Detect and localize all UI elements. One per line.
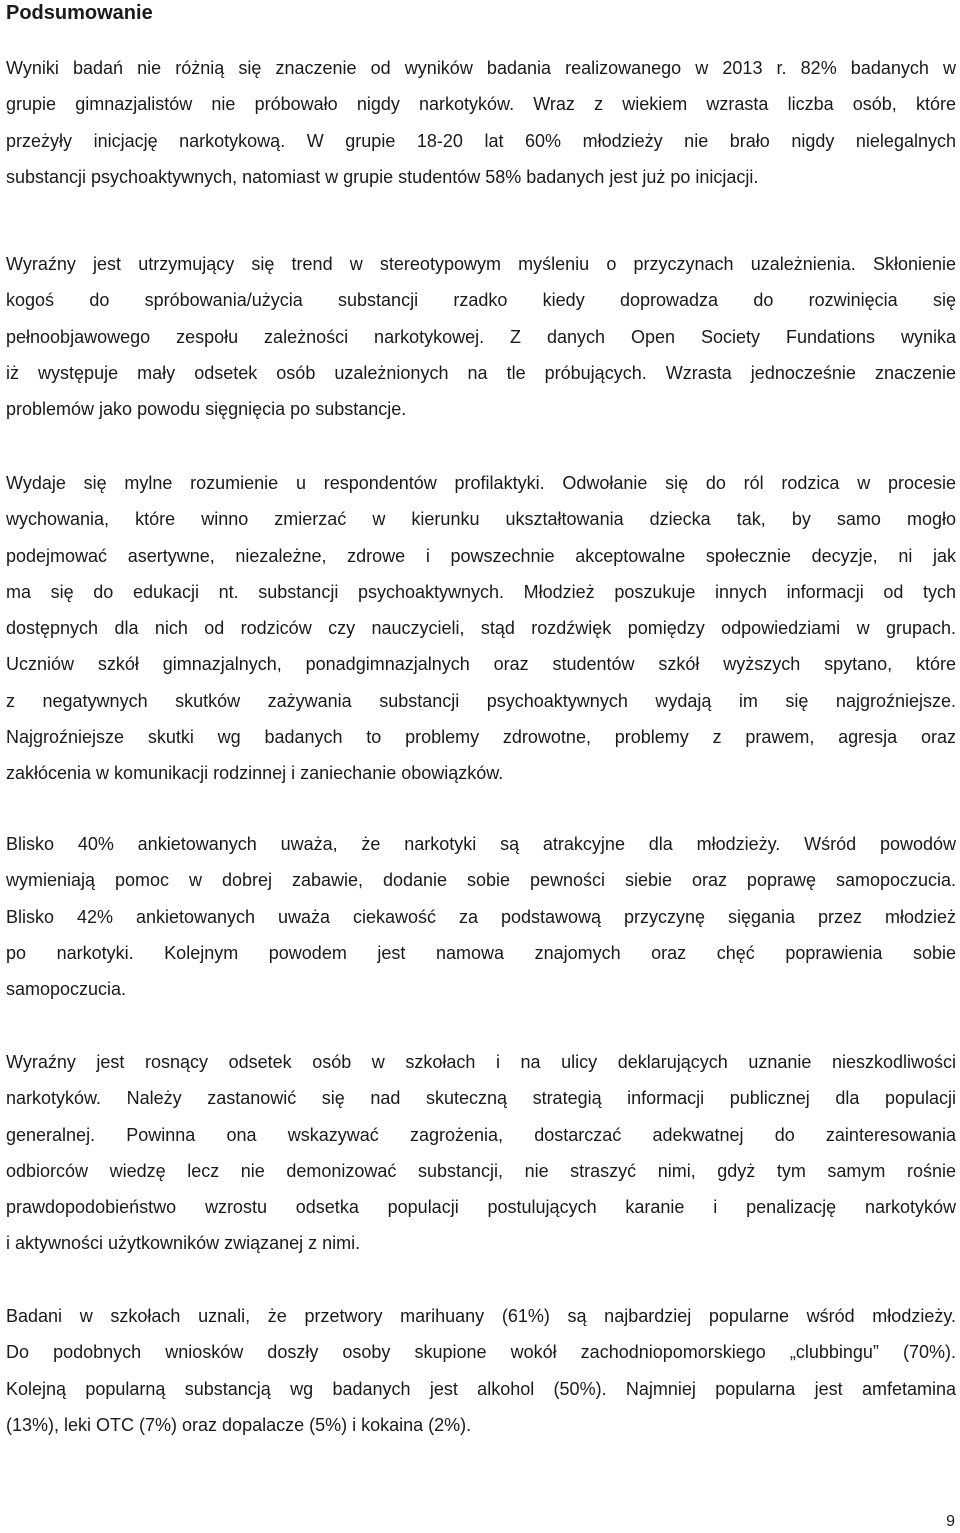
text-line: wychowania, które winno zmierzać w kierunku ukształtowania dziecka tak, by samo mogło [6,509,956,530]
text-line: grupie gimnazjalistów nie próbowało nigdy narkotyków. Wraz z wiekiem wzrasta liczba osób, które [6,94,956,115]
page-number: 9 [946,1513,955,1530]
text-line: ma się do edukacji nt. substancji psychoaktywnych. Młodzież poszukuje innych informacji od tych [6,581,956,602]
text-line: i aktywności użytkowników związanej z nimi. [6,1233,361,1254]
paragraph-6 [6,1298,956,1443]
text-line: generalnej. Powinna ona wskazywać zagrożenia, dostarczać adekwatnej do zainteresowania [6,1124,956,1145]
text-line: iż występuje mały odsetek osób uzależnionych na tle próbujących. Wzrasta jednocześnie znaczenie [6,362,956,383]
text-line: Wyraźny jest rosnący odsetek osób w szkołach i na ulicy deklarujących uznanie nieszkodliwości [6,1052,956,1072]
paragraph-1 [6,50,956,195]
paragraph-5 [6,1044,956,1262]
text-line: Uczniów szkół gimnazjalnych, ponadgimnazjalnych oraz studentów szkół wyższych spytano, które [6,654,956,675]
text-line: zakłócenia w komunikacji rodzinnej i zaniechanie obowiązków. [6,763,504,784]
text-line: Wyraźny jest utrzymujący się trend w stereotypowym myśleniu o przyczynach uzależnienia. Skłonienie [6,254,956,274]
text-line: kogoś do spróbowania/użycia substancji rzadko kiedy doprowadza do rozwinięcia się [6,290,956,311]
text-line: Kolejną popularną substancją wg badanych jest alkohol (50%). Najmniej popularna jest amfetamina [6,1378,956,1399]
text-line: dostępnych dla nich od rodziców czy nauczycieli, stąd rozdźwięk pomiędzy odpowiedziami w grupach. [6,618,956,639]
section-heading: Podsumowanie [6,2,153,24]
text-line: wymieniają pomoc w dobrej zabawie, dodanie sobie pewności siebie oraz poprawę samopoczucia. [6,870,956,891]
text-line: substancji psychoaktywnych, natomiast w grupie studentów 58% badanych jest już po inicjacji. [6,166,759,187]
text-line: Wydaje się mylne rozumienie u respondentów profilaktyki. Odwołanie się do ról rodzica w procesie [6,473,956,493]
text-line: Wyniki badań nie różnią się znaczenie od wyników badania realizowanego w 2013 r. 82% badanych w [6,58,956,78]
text-line: Najgroźniejsze skutki wg badanych to problemy zdrowotne, problemy z prawem, agresja oraz [6,727,956,748]
paragraph-4 [6,826,956,1007]
text-line: (13%), leki OTC (7%) oraz dopalacze (5%) i kokaina (2%). [6,1414,472,1435]
paragraph-2 [6,246,956,427]
text-line: odbiorców wiedzę lecz nie demonizować substancji, nie straszyć nimi, gdyż tym samym rośnie [6,1160,956,1181]
text-line: narkotyków. Należy zastanowić się nad skuteczną strategią informacji publicznej dla populacji [6,1088,956,1109]
text-line: Blisko 42% ankietowanych uważa ciekawość za podstawową przyczynę sięgania przez młodzież [6,906,956,927]
text-line: przeżyły inicjację narkotykową. W grupie 18-20 lat 60% młodzieży nie brało nigdy nielegalnych [6,130,956,151]
paragraph-3 [6,465,956,792]
text-line: pełnoobjawowego zespołu zależności narkotykowej. Z danych Open Society Fundations wynika [6,326,956,347]
text-line: Do podobnych wniosków doszły osoby skupione wokół zachodniopomorskiego „clubbingu” (70%). [6,1342,956,1363]
text-line: Badani w szkołach uznali, że przetwory marihuany (61%) są najbardziej popularne wśród młodzieży. [6,1306,956,1326]
text-line: prawdopodobieństwo wzrostu odsetka populacji postulujących karanie i penalizację narkotyków [6,1197,956,1218]
text-line: Blisko 40% ankietowanych uważa, że narkotyki są atrakcyjne dla młodzieży. Wśród powodów [6,834,956,854]
text-line: po narkotyki. Kolejnym powodem jest namowa znajomych oraz chęć poprawienia sobie [6,942,956,963]
text-line: podejmować asertywne, niezależne, zdrowe i powszechnie akceptowalne społecznie decyzje, ni jak [6,545,956,566]
text-line: problemów jako powodu sięgnięcia po substancje. [6,399,407,420]
text-line: samopoczucia. [6,979,127,1000]
text-line: z negatywnych skutków zażywania substancji psychoaktywnych wydają im się najgroźniejsze. [6,690,956,711]
